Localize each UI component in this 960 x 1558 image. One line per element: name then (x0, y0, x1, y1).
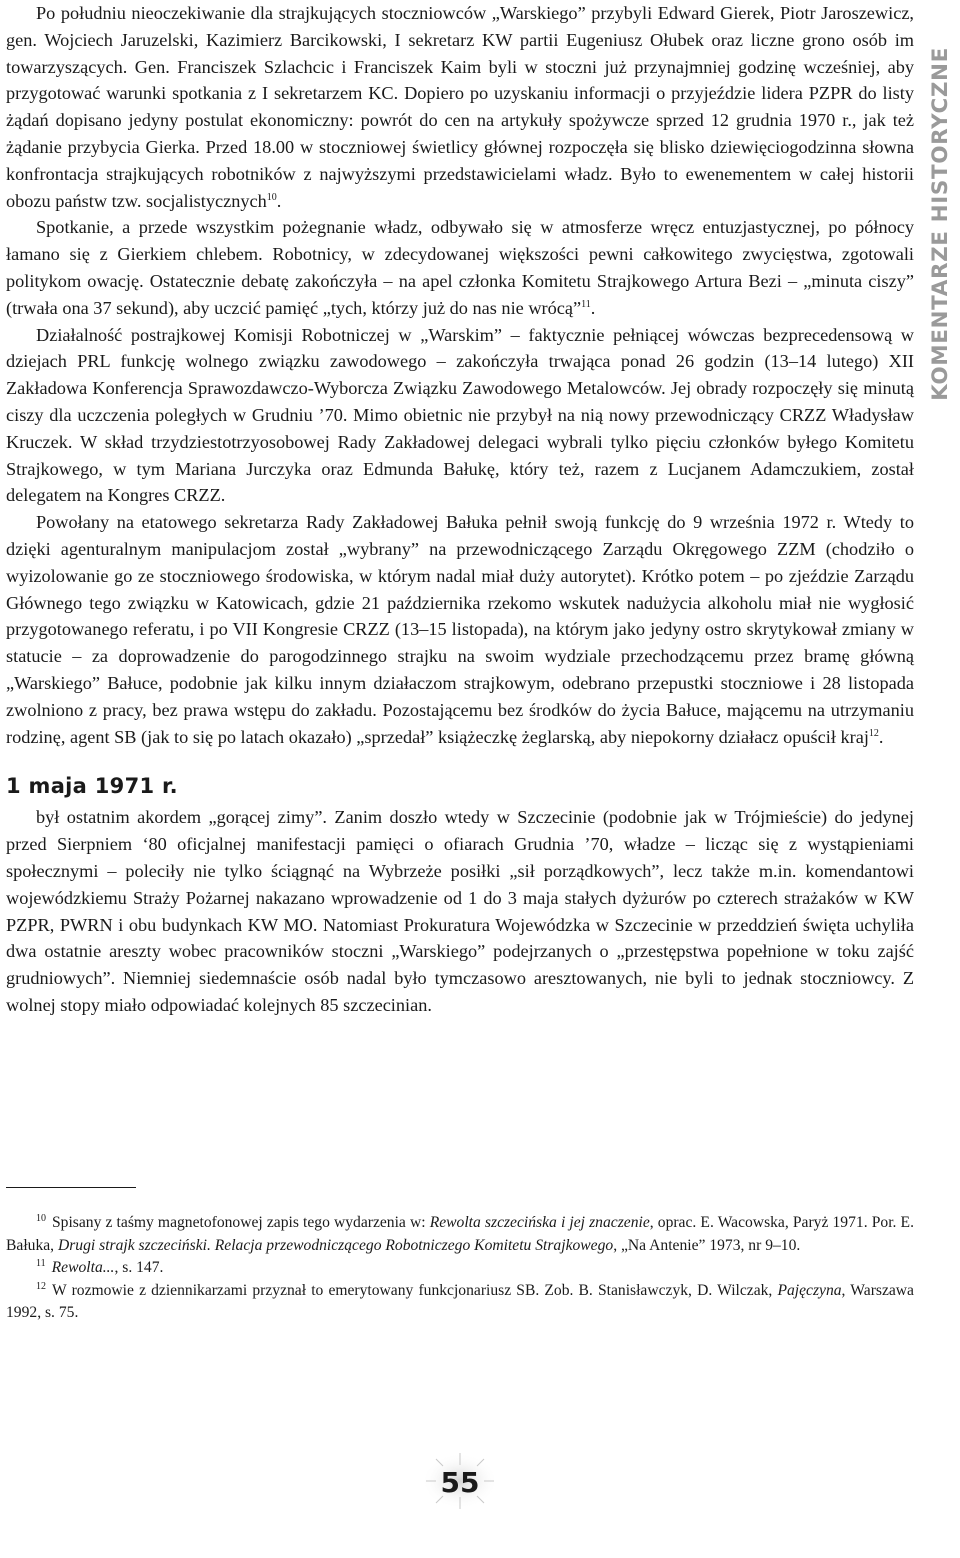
footnote-part-italic: Rewolta... (51, 1259, 115, 1277)
footnote-part: , „Na Antenie” 1973, nr 9–10. (613, 1236, 801, 1254)
footnote-ref-10[interactable]: 10 (266, 191, 277, 203)
footnote-11 (6, 1257, 914, 1280)
side-label-text: KOMENTARZE HISTORYCZNE (928, 47, 953, 401)
footnote-number: 12 (36, 1280, 46, 1292)
footnote-part: , s. 147. (114, 1259, 164, 1277)
footnote-divider (6, 1187, 136, 1188)
paragraph-4-text: Powołany na etatowego sekretarza Rady Zakładowej Bałuka pełnił swoją funkcję do 9 września 1972 r. Wtedy to dzięki agenturalnym manipulacjom został „wybrany” na przewodniczącego Zarządu Okręgowego ZZM (chodziło o wyizolowanie go ze stoczniowego środowiska, w którym nadal miał duży autorytet). Krótko potem – po zjeździe Zarządu Głównego tego związku w Katowicach, gdzie 21 października rzekomo wskutek nadużycia alkoholu miał nie wygłosić przygotowanego referatu, i po VII Kongresie CRZZ (13–15 listopada), na którym jako jedyny ostro skrytykował zmiany w statucie – za doprowadzenie do parogodzinnego strajku na swoim wydziale przechodzącemu przez bramę główną „Warskiego” Bałuce, podobnie jak kilku innym działaczom strajkowym, odebrano przepustki stoczniowe i 28 listopada zwolniono z pracy, bez prawa wstępu do zakładu. Pozostającemu bez środków do życia Bałuce, mającemu na utrzymaniu rodzinę, agent SB (jak to się po latach okazało) „sprzedał” książeczkę żeglarską, aby niepokorny działacz opuścił kraj (6, 512, 914, 747)
page-number-text: 55 (440, 1466, 480, 1499)
footnote-ref-12[interactable]: 12 (868, 727, 879, 739)
footnote-part: , Warszawa 1992, s. 75. (6, 1281, 914, 1322)
side-label (920, 4, 958, 444)
footnote-number: 11 (36, 1258, 46, 1269)
paragraph-3 (6, 322, 914, 510)
footnote-part-italic: Drugi strajk szczeciński. Relacja przewodniczącego Robotniczego Komitetu Strajkowego (57, 1236, 614, 1254)
paragraph-4-tail: . (878, 726, 884, 747)
footnote-ref-11[interactable]: 11 (581, 298, 591, 310)
footnote-10 (6, 1212, 914, 1257)
page-number (420, 1451, 500, 1511)
paragraph-1-text: Po południu nieoczekiwanie dla strajkujących stoczniowców „Warskiego” przybyli Edward Gierek, Piotr Jaroszewicz, gen. Wojciech Jaruzelski, Kazimierz Barcikowski, I sekretarz KW partii Eugeniusz Ołubek oraz liczne grono osób im towarzyszących. Gen. Franciszek Szlachcic i Franciszek Kaim byli w stoczni już przynajmniej godzinę wcześniej, aby przygotować warunki spotkania z I sekretarzem KC. Dopiero po uzyskaniu informacji o przyjeździe lidera PZPR do listy żądań dopisano jedyny postulat ekonomiczny: powrót do cen na artykuły spożywcze sprzed 12 grudnia 1970 r., jak też żądanie przybycia Gierka. Przed 18.00 w stoczniowej świetlicy głównej rozpoczęła się blisko dziewięciogodzinna słowna konfrontacja strajkujących robotników z najwyższymi przedstawicielami władz. Było to ewenementem w całej historii obozu państw tzw. socjalistycznych (6, 3, 914, 211)
paragraph-2 (6, 214, 914, 321)
footnote-part: Spisany z taśmy magnetofonowej zapis tego wydarzenia w: (52, 1214, 430, 1231)
footnotes (6, 1212, 914, 1325)
paragraph-4 (6, 509, 914, 750)
footnote-part: W rozmowie z dziennikarzami przyznał to emerytowany funkcjonariusz SB. Zob. B. Stanisławczyk, D. Wilczak, (52, 1281, 778, 1299)
paragraph-1-tail: . (276, 190, 282, 211)
footnote-number: 10 (36, 1212, 46, 1224)
paragraph-2-text: Spotkanie, a przede wszystkim pożegnanie władz, odbywało się w atmosferze wręcz entuzjastycznej, po północy łamano się z Gierkiem chlebem. Robotnicy, w zdecydowanej większości pewni całkowitego zwycięstwa, zgotowali politykom owację. Ostatecznie debatę zakończyła – na apel członka Komitetu Strajkowego Artura Bezi – „minuta ciszy” (trwała ona 37 sekund), aby uczcić pamięć „tych, którzy już do nas nie wrócą” (6, 217, 914, 318)
paragraph-3-text: Działalność postrajkowej Komisji Robotniczej w „Warskim” – faktycznie pełniącej wówczas bezprecedensową w dziejach PRL funkcję wolnego związku zawodowego – zakończyła trwająca ponad 26 godzin (13–14 lutego) XII Zakładowa Konferencja Sprawozdawczo-Wyborcza Związku Zawodowego Metalowców. Jej obrady rozpoczęły się minutą ciszy dla uczczenia poległych w Grudniu ’70. Mimo obietnic nie przybył na nią nowy przewodniczący CRZZ Władysław Kruczek. W skład trzydziestotrzyosobowej Rady Zakładowej delegaci wybrali tylko pięciu członków byłego Komitetu Strajkowego, w tym Mariana Jurczyka oraz Edmunda Bałukę, który też, razem z Lucjanem Adamczukiem, został delegatem na Kongres CRZZ. (6, 324, 914, 506)
section-heading: 1 maja 1971 r. (6, 774, 178, 799)
footnote-part-italic: Pajęczyna (777, 1281, 842, 1299)
body-text (6, 0, 914, 1019)
side-label-graphic (920, 4, 958, 444)
footnote-part: , oprac. E. Wacowska, Paryż 1971. Por. E. Bałuka, (6, 1214, 914, 1254)
paragraph-2-tail: . (590, 297, 596, 318)
paragraph-5: był ostatnim akordem „gorącej zimy”. Zanim doszło wtedy w Szczecinie (podobnie jak w Trójmieście) do jedynej przed Sierpniem ‘80 oficjalnej manifestacji pamięci o ofiarach Grudnia ’70, władze – licząc się z wystąpieniami społecznymi – poleciły nie tylko ściągnąć na Wybrzeże posiłki „sił porządkowych”, lecz także m.in. komendantowi wojewódzkiemu Straży Pożarnej nakazano wprowadzenie od 1 do 3 maja stałych dyżurów po czterech strażaków w KW PZPR, PWRN i obu budynkach KW MO. Natomiast Prokuratura Wojewódzka w Szczecinie w przeddzień święta uchyliła dwa ostatnie areszty wobec pracowników stoczni „Warskiego” podejrzanych o „przestępstwa popełnione w toku zajść grudniowych”. Niemniej siedemnaście osób nadal było tymczasowo aresztowanych, nie byli to jednak stoczniowcy. Z wolnej stopy miało odpowiadać kolejnych 85 szczecinian. (6, 807, 914, 1015)
paragraph-1 (6, 0, 914, 214)
footnote-part-italic: Rewolta szczecińska i jej znaczenie (429, 1214, 650, 1231)
page-number-graphic (420, 1451, 500, 1511)
footnote-12 (6, 1280, 914, 1325)
